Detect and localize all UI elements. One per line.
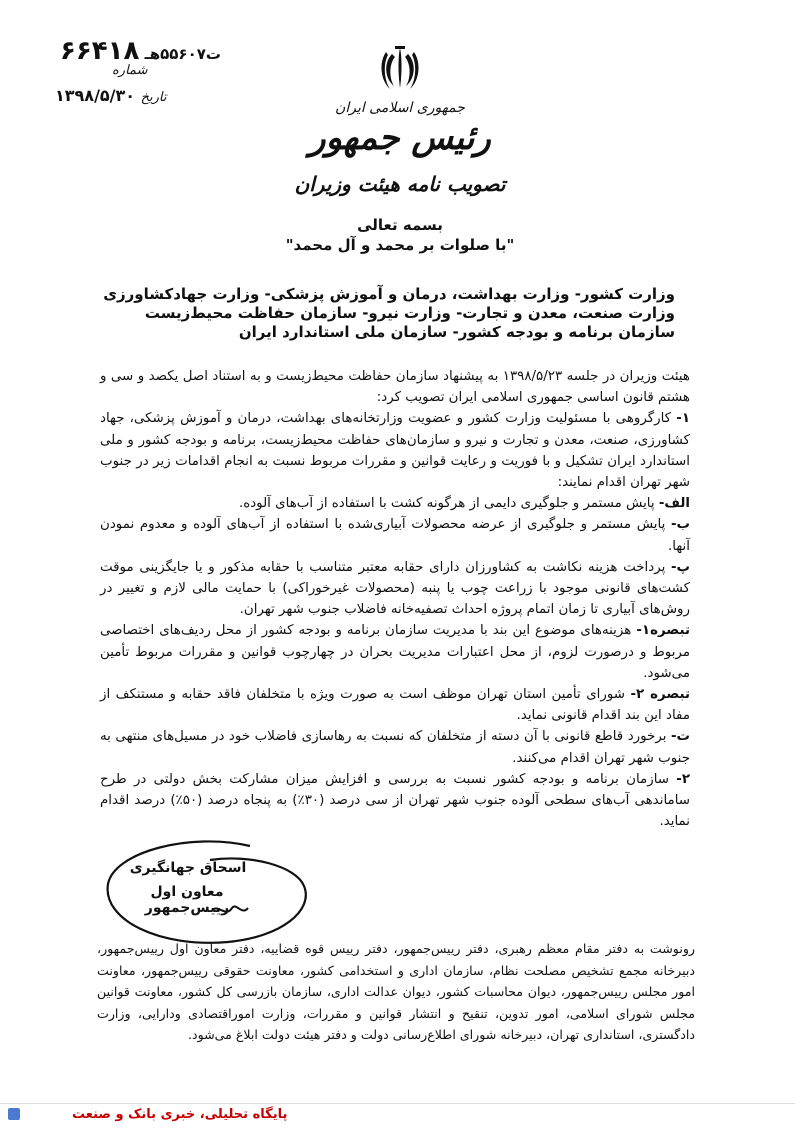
copy-recipients: رونوشت به دفتر مقام معظم رهبری، دفتر رییس‌جمهور، دفتر رییس قوه قضاییه، دفتر معاون اول رییس‌جمهور، دبیرخانه مجمع تشخیص مصلحت نظام، سازمان اداری و استخدامی کشور، معاونت حقوقی رییس‌جمهور، معاونت امور مجلس رییس‌جمهور، دیوان محاسبات کشور، دیوان عدالت اداری، سازمان بازرسی کل کشور، معاونت قوانین مجلس شورای اسلامی، امور تدوین، تنقیح و انتشار قوانین و مقررات، وزارت اموراقتصادی ودارایی، وزارت دادگستری، استانداری تهران، دبیرخانه شورای اطلاع‌رسانی دولت و دفتر هیئت دولت ابلاغ می‌شود. xyxy=(97,941,695,1043)
note-label: تبصره۱- xyxy=(636,623,690,639)
clause-label: ۱- xyxy=(676,411,690,427)
clause-label: پ- xyxy=(670,559,690,575)
clause-be xyxy=(100,514,690,556)
letter-number-label: شماره xyxy=(112,63,148,78)
clause-label: ب- xyxy=(670,517,690,533)
site-icon xyxy=(8,1108,20,1120)
clause-text: پرداخت هزینه نکاشت به کشاورزان دارای حقابه معتبر متناسب با حقابه مذکور و یا جایگزینی موقت کشت‌های قانونی موجود با زراعت چوب یا پنبه (محصولات غیرخوراکی) با حمایت مالی لازم و تغییر در روش‌های آبیاری تا زمان اتمام پروژه احداث تصفیه‌خانه فاضلاب جنوب شهر تهران. xyxy=(100,559,690,618)
source-link[interactable]: پایگاه تحلیلی، خبری بانک و صنعت xyxy=(72,1107,288,1122)
republic-title: جمهوری اسلامی ایران xyxy=(335,100,465,116)
note-1 xyxy=(100,620,690,684)
bismillah: بسمه تعالی xyxy=(357,216,443,234)
letter-number-value: ۶۶۴۱۸ xyxy=(60,36,140,66)
note-text: هزینه‌های موضوع این بند با مدیریت سازمان برنامه و بودجه کشور از محل ردیف‌های اختصاصی مربوط و درصورت لزوم، از محل اعتبارات مدیریت بحران در چهارچوب قوانین و مقررات مربوط تأمین می‌شود. xyxy=(100,623,690,681)
addressee-line-3: سازمان برنامه و بودجه کشور- سازمان ملی استاندارد ایران xyxy=(238,323,675,341)
clause-text: پایش مستمر و جلوگیری از عرضه محصولات آبیاری‌شده با استفاده از آب‌های آلوده و معدوم نمودن آنها. xyxy=(100,517,690,554)
clause-text: کارگروهی با مسئولیت وزارت کشور و عضویت وزارتخانه‌های بهداشت، درمان و آموزش پزشکی، جهاد کشاورزی، صنعت، معدن و تجارت و نیرو و سازمان‌های حفاظت محیط‌زیست، برنامه و بودجه کشور و ملی استاندارد ایران تشکیل و با فوریت و رعایت قوانین و مقررات مربوط نسبت به انجام اقدامات زیر در جنوب شهر تهران اقدام نمایند: xyxy=(100,411,690,491)
salawat: "با صلوات بر محمد و آل محمد" xyxy=(285,236,515,254)
addressee-line-1: وزارت کشور- وزارت بهداشت، درمان و آموزش پزشکی- وزارت جهادکشاورزی xyxy=(103,285,675,303)
letter-number xyxy=(60,36,231,66)
letter-date-label: تاریخ xyxy=(140,90,167,105)
signatory-title: معاون اول رییس‌جمهور xyxy=(144,884,230,916)
intro-paragraph: هیئت وزیران در جلسه ۱۳۹۸/۵/۲۳ به پیشنهاد سازمان حفاظت محیط‌زیست و به استناد اصل یکصد و سی و هشتم قانون اساسی جمهوری اسلامی ایران تصویب کرد: xyxy=(100,369,690,406)
clause-text: برخورد قاطع قانونی با آن دسته از متخلفان که نسبت به رهاسازی فاضلاب خود در مسیل‌های منتهی به جنوب شهر تهران اقدام می‌کنند. xyxy=(100,729,690,766)
clause-text: پایش مستمر و جلوگیری دایمی از هرگونه کشت با استفاده از آب‌های آلوده. xyxy=(238,496,659,512)
decree-body xyxy=(100,366,690,832)
note-2 xyxy=(100,684,690,726)
clause-te xyxy=(100,726,690,768)
signatory-name: اسحاق جهانگیری xyxy=(129,860,247,876)
clause-label: ت- xyxy=(670,729,690,745)
iran-emblem-icon xyxy=(378,44,422,92)
clause-label: ۲- xyxy=(676,771,690,787)
clause-2 xyxy=(100,769,690,833)
clause-1 xyxy=(100,408,690,493)
clause-label: الف- xyxy=(658,496,690,512)
letter-date xyxy=(55,86,167,105)
letter-date-value: ۱۳۹۸/۵/۳۰ xyxy=(55,86,136,105)
clause-pe xyxy=(100,557,690,621)
letter-code: ت۵۵۶۰۷هـ xyxy=(144,45,221,63)
president-title: رئیس جمهور xyxy=(309,118,491,158)
addressee-line-2: وزارت صنعت، معدن و تجارت- وزارت نیرو- سازمان حفاظت محیط‌زیست xyxy=(144,304,675,322)
clause-alef xyxy=(100,493,690,514)
note-label: تبصره ۲- xyxy=(630,687,691,703)
note-text: شورای تأمین استان تهران موظف است به صورت ویژه با متخلفان فاقد حقابه و مستنکف از مفاد این بند اقدام قانونی نماید. xyxy=(100,687,690,724)
cabinet-decree-title: تصویب نامه هیئت وزیران xyxy=(294,172,506,196)
clause-text: سازمان برنامه و بودجه کشور نسبت به بررسی و افزایش میزان مشارکت بخش دولتی در طرح ساماندهی آب‌های سطحی آلوده جنوب شهر تهران از سی درصد (۳۰٪) به پنجاه درصد (۵۰٪) درصد اقدام نماید. xyxy=(100,771,690,830)
